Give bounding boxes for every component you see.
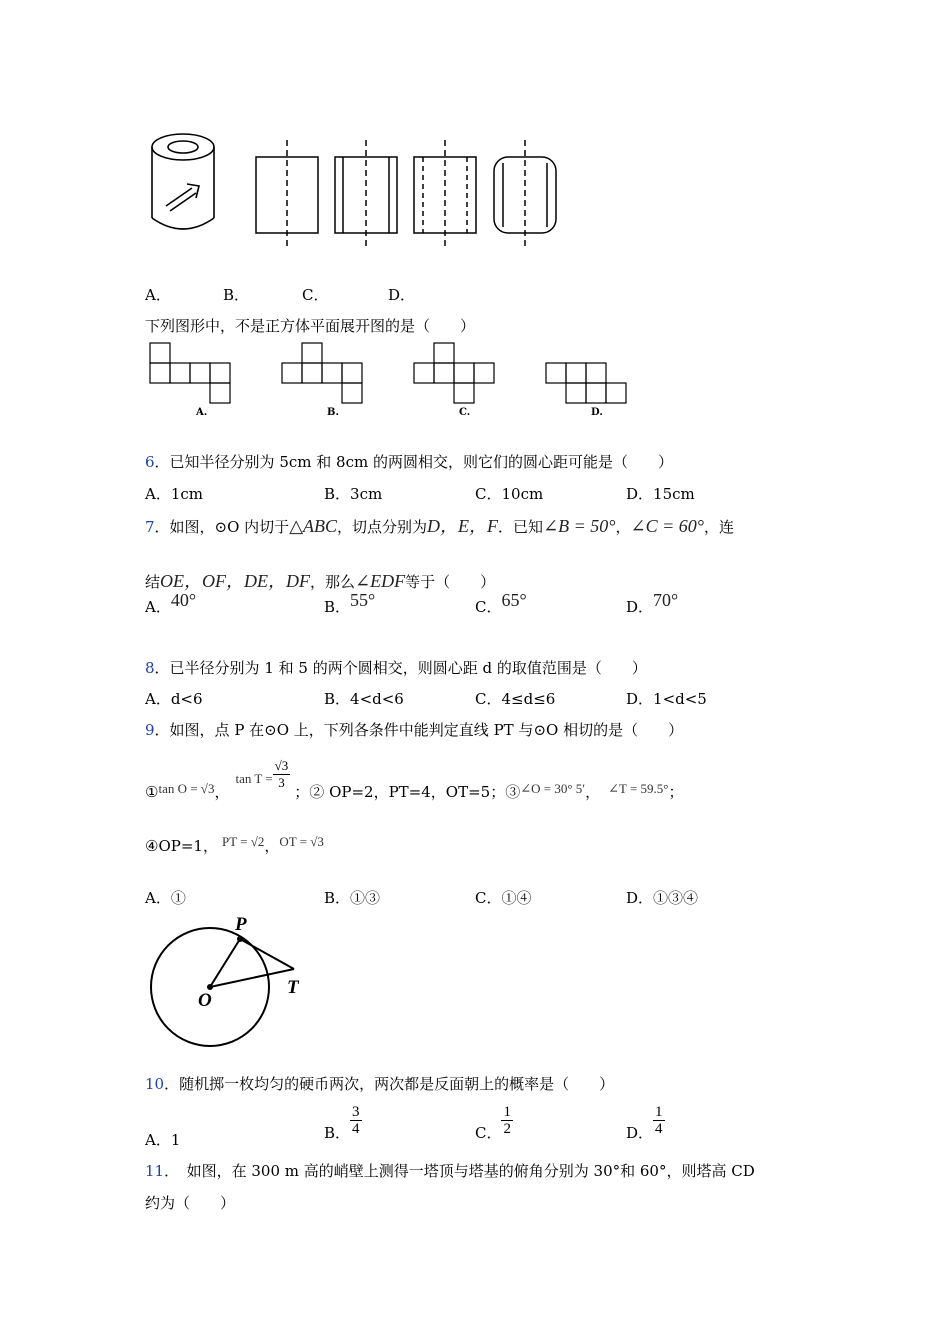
q7-option-d-value: 70° [653,590,679,610]
q7-option-d-label: D． [626,598,654,616]
q10-option-d-num: 1 [655,1104,663,1120]
q7-option-c [475,590,527,617]
q7-angle-c: ∠C = 60° [630,516,704,536]
q7-part2: ，切点分别为 [337,518,428,536]
q10-option-c-fraction [501,1104,513,1137]
q9-c4-mark: ④OP=1， [145,837,218,855]
q7-part1: ．如图，⊙O 内切于 [154,518,290,536]
q7-option-b-label: B． [324,598,351,616]
q9-c1-math: tan O = √3 [158,780,215,796]
q10-number: 10 [145,1075,165,1093]
q6-option-a: A．1cm [145,485,204,503]
q9-fig-label-t: T [287,977,299,998]
circle-tangent-figure [140,915,340,1055]
q11-text [145,1160,755,1181]
q9-option-b: B．①③ [324,889,381,907]
q10-option-b [324,1104,362,1142]
q9-text [145,719,683,740]
q8-number: 8 [145,659,155,677]
q9-option-a: A．① [145,889,186,907]
q9-c1b-prefix: tan T = [235,770,273,786]
q10-option-a: A．1 [145,1131,181,1149]
net-question-text: 下列图形中，不是正方体平面展开图的是（ ） [145,317,476,335]
q11-text-line2: 约为（ ） [145,1194,236,1212]
q9-fig-label-o: O [198,990,212,1011]
q7-line2 [145,567,495,593]
q5-option-d: D． [388,286,416,304]
q10-option-b-fraction [350,1104,362,1137]
q6-option-c: C．10cm [475,485,544,503]
q7-part6: ，那么 [310,573,356,591]
q9-c4-math1: PT = √2 [221,834,265,849]
q11-stem: ． 如图，在 300 m 高的峭壁上测得一塔顶与塔基的俯角分别为 30°和 60°，则塔高 CD [164,1162,755,1180]
q10-option-b-label: B． [324,1123,351,1142]
q7-part3: ．已知 [498,518,544,536]
q7-angle-b: ∠B = 50° [543,516,616,536]
q6-option-d: D．15cm [626,485,695,503]
cube-nets-figure [0,340,950,430]
q9-c1b-num: √3 [274,758,289,773]
net-label-b: B. [327,407,339,418]
cylinder-figure [0,0,950,280]
q6-option-b: B．3cm [324,485,383,503]
q8-option-b: B．4<d<6 [324,690,404,708]
q5-option-b: B． [223,286,250,304]
net-label-d: D. [591,407,603,418]
q7-part4: ，连 [703,518,734,536]
q8-option-c: C．4≤d≤6 [475,690,556,708]
q9-c3-math2: ∠T = 59.5° [608,780,669,796]
q7-option-a [145,590,197,617]
q10-option-d-fraction [653,1104,665,1137]
q10-option-c-num: 1 [503,1104,511,1120]
q8-option-d: D．1<d<5 [626,690,707,708]
q9-c1b-den: 3 [278,775,285,790]
q9-c1-mark: ① [145,782,159,801]
q7-option-b-value: 55° [350,590,376,610]
q9-c1b-fraction [273,758,291,791]
q9-fig-label-p: P [235,914,247,935]
q9-c2: ；② OP=2，PT=4，OT=5；③ [294,782,521,801]
q10-option-b-den: 4 [352,1121,360,1137]
q9-conditions-line1 [145,758,684,801]
q7-option-c-value: 65° [501,590,527,610]
q7-triangle: △ABC [289,516,338,536]
q10-option-b-num: 3 [352,1104,360,1120]
q10-option-d-den: 4 [655,1121,663,1137]
q11-number: 11 [145,1162,165,1180]
q5-option-a: A． [145,286,171,304]
q9-stem: ．如图，点 P 在⊙O 上，下列各条件中能判定直线 PT 与⊙O 相切的是（ ） [154,721,684,739]
q9-option-d: D．①③④ [626,889,699,907]
q7-number: 7 [145,518,155,536]
q7-segments: OE，OF，DE，DF [160,571,310,591]
q9-c1-comma: ， [214,782,230,801]
q10-option-c-label: C． [475,1123,502,1142]
q9-number: 9 [145,721,155,739]
q9-c3-end: ； [668,782,684,801]
q7-comma: ， [615,518,631,536]
q7-part7: 等于（ ） [405,573,496,591]
q7-line1 [145,512,734,538]
q7-option-a-value: 40° [170,590,197,610]
q10-text [145,1073,614,1094]
q7-points: D，E，F [427,516,499,536]
q10-option-d-label: D． [626,1123,654,1142]
q10-option-d [626,1104,665,1142]
q7-option-a-label: A． [145,598,171,616]
q10-option-c [475,1104,513,1142]
q6-number: 6 [145,453,155,471]
q7-part5: 结 [145,573,161,591]
q6-stem: ．已知半径分别为 5cm 和 8cm 的两圆相交，则它们的圆心距可能是（ ） [154,453,673,471]
q6-text [145,451,673,472]
net-label-c: C. [459,407,471,418]
q7-angle-edf: ∠EDF [355,571,406,591]
q9-option-c: C．①④ [475,889,532,907]
q5-option-c: C． [302,286,329,304]
q7-option-b [324,590,376,617]
q9-c4-comma: ， [264,837,280,855]
q8-option-a: A．d<6 [145,690,203,708]
net-label-a: A. [196,407,208,418]
q10-stem: ．随机掷一枚均匀的硬币两次，两次都是反面朝上的概率是（ ） [164,1075,615,1093]
q9-c3-comma: ， [585,782,601,801]
q9-c4-math2: OT = √3 [279,834,324,849]
q9-conditions-line2 [145,830,324,855]
q8-text [145,657,647,678]
q8-stem: ．已半径分别为 1 和 5 的两个圆相交，则圆心距 d 的取值范围是（ ） [154,659,647,677]
q9-c3-math1: ∠O = 30° 5′ [520,780,586,796]
q7-option-c-label: C． [475,598,502,616]
q10-option-c-den: 2 [503,1121,511,1137]
q7-option-d [626,590,679,617]
